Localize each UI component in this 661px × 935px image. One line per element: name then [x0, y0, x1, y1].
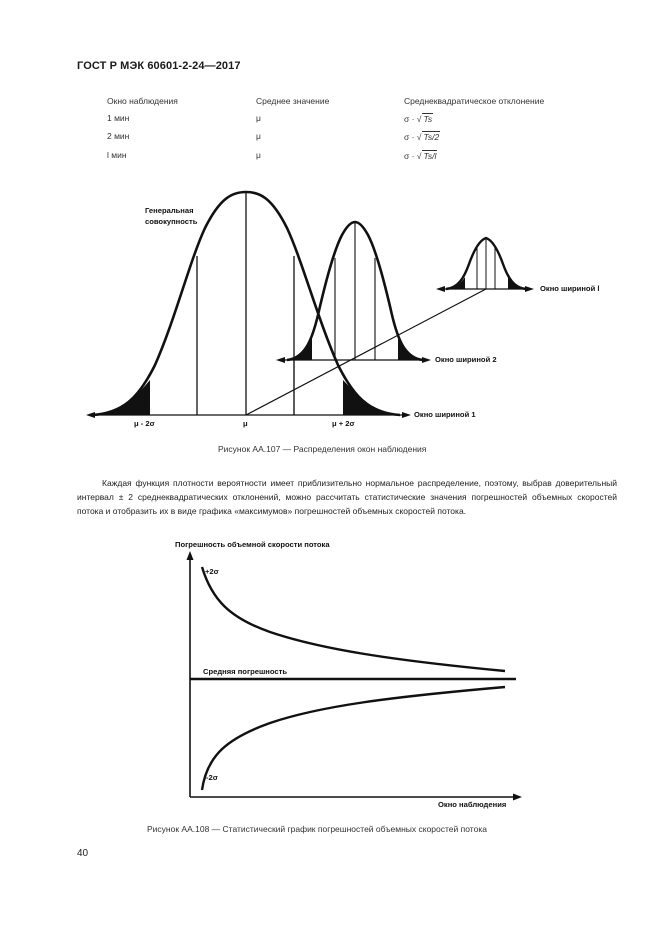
table-cell-mean: μ	[256, 113, 261, 123]
page-number: 40	[77, 848, 89, 859]
diagonal-connector	[246, 289, 486, 415]
sigma-prefix: σ · √	[404, 114, 422, 124]
population-label: Генеральная совокупность	[145, 206, 198, 226]
y-axis-label: Погрешность объемной скорости потока	[175, 540, 330, 549]
axis-arrow-right	[402, 412, 411, 418]
window-1-label: Окно шириной 1	[414, 410, 476, 419]
tick-label-mid: μ	[243, 419, 248, 428]
upper-bound-label: +2σ	[205, 567, 219, 576]
column-header-window: Окно наблюдения	[107, 96, 178, 106]
x-axis-arrow	[513, 794, 522, 801]
document-header: ГОСТ Р МЭК 60601-2-24—2017	[77, 60, 241, 72]
axis-arrow-left	[436, 286, 445, 292]
axis-arrow-left	[276, 357, 285, 363]
axis-arrow-right	[525, 286, 534, 292]
sigma-radicand: Ts/l	[423, 151, 437, 161]
axis-arrow-left	[86, 412, 95, 418]
figure-caption-108: Рисунок АА.108 — Статистический график погрешностей объемных скоростей потока	[147, 824, 487, 834]
axis-arrow-right	[422, 357, 431, 363]
tick-label-left: μ - 2σ	[134, 419, 155, 428]
sigma-radicand: Ts	[423, 114, 433, 124]
figure-caption-107: Рисунок АА.107 — Распределения окон наблюдения	[218, 444, 427, 454]
sigma-prefix: σ · √	[404, 132, 422, 142]
mean-error-label: Средняя погрешность	[203, 667, 288, 676]
lower-bound-label: -2σ	[206, 773, 218, 782]
table-cell-mean: μ	[256, 150, 261, 160]
sigma-prefix: σ · √	[404, 151, 422, 161]
table-cell-window: 2 мин	[107, 131, 130, 141]
table-cell-mean: μ	[256, 131, 261, 141]
paragraph-text: Каждая функция плотности вероятности имеет приблизительно нормальное распределение, поэтому, выбрав доверительный интервал ± 2 среднеквадратических отклонений, можно рассчитать статистические значения погрешностей объемных скоростей потока и отобразить их в виде графика «максимумов» погрешностей объемных скоростей потока.	[77, 478, 617, 516]
table-cell-window: l мин	[107, 150, 127, 160]
x-axis-label: Окно наблюдения	[438, 800, 507, 809]
tick-label-right: μ + 2σ	[332, 419, 355, 428]
window-2-label: Окно шириной 2	[435, 355, 497, 364]
column-header-sigma: Среднеквадратическое отклонение	[404, 96, 545, 106]
body-paragraph	[77, 476, 617, 518]
column-header-mean: Среднее значение	[256, 96, 330, 106]
window-l-label: Окно шириной l	[540, 284, 600, 293]
y-axis-arrow	[187, 551, 194, 560]
sigma-radicand: Ts/2	[423, 132, 440, 142]
lower-bound-curve	[202, 687, 505, 790]
table-cell-window: 1 мин	[107, 113, 130, 123]
upper-bound-curve	[202, 567, 505, 671]
